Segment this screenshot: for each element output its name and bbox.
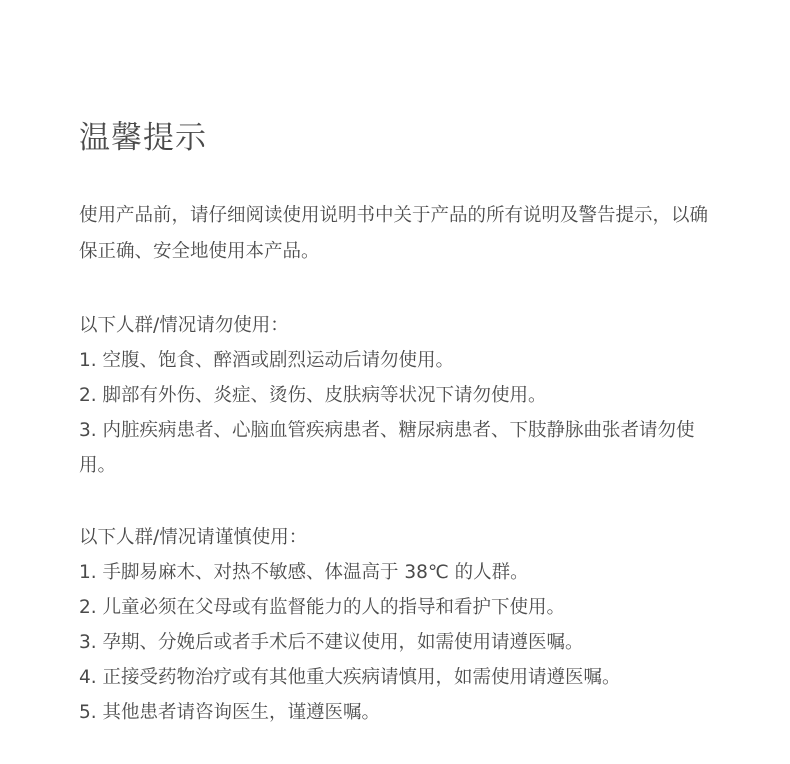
prohibited-heading: 以下人群/情况请勿使用： — [79, 315, 289, 336]
caution-item: 1. 手脚易麻木、对热不敏感、体温高于 38℃ 的人群。 — [79, 562, 529, 583]
caution-item: 2. 儿童必须在父母或有监督能力的人的指导和看护下使用。 — [79, 597, 566, 618]
caution-item: 3. 孕期、分娩后或者手术后不建议使用，如需使用请遵医嘱。 — [79, 632, 584, 653]
caution-section — [79, 520, 729, 730]
prohibited-section — [79, 308, 729, 483]
caution-item: 5. 其他患者请咨询医生，谨遵医嘱。 — [79, 702, 381, 723]
intro-paragraph: 使用产品前，请仔细阅读使用说明书中关于产品的所有说明及警告提示，以确保正确、安全地使用本产品。 — [79, 205, 709, 262]
prohibited-item: 1. 空腹、饱食、醉酒或剧烈运动后请勿使用。 — [79, 350, 455, 371]
prohibited-item: 2. 脚部有外伤、炎症、烫伤、皮肤病等状况下请勿使用。 — [79, 385, 547, 406]
page-title: 温馨提示 — [79, 120, 207, 156]
prohibited-item: 3. 内脏疾病患者、心脑血管疾病患者、糖尿病患者、下肢静脉曲张者请勿使用。 — [79, 420, 695, 476]
caution-item: 4. 正接受药物治疗或有其他重大疾病请慎用，如需使用请遵医嘱。 — [79, 667, 621, 688]
caution-heading: 以下人群/情况请谨慎使用： — [79, 527, 308, 548]
